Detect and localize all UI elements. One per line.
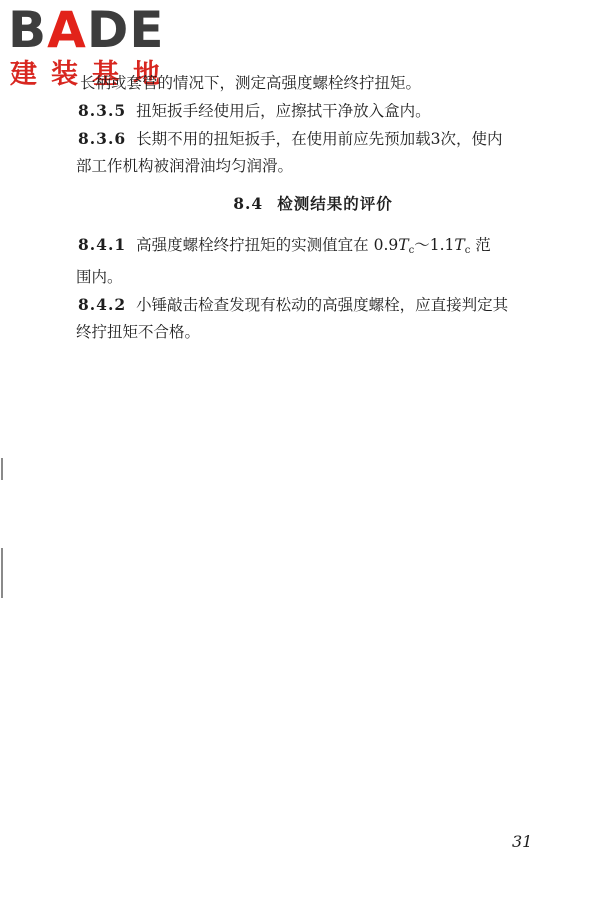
section-title-text: 检测结果的评价 xyxy=(277,194,393,213)
math-symbol-t: T xyxy=(398,236,409,254)
scan-edge-mark xyxy=(1,548,3,598)
math-subscript-c: c xyxy=(464,245,471,256)
clause-text-continued: 围内。 xyxy=(76,268,123,286)
logo-letter-a: A xyxy=(47,1,87,59)
clause-text: 小锤敲击检查发现有松动的高强度螺栓，应直接判定其 xyxy=(136,296,509,314)
clause-text: 长期不用的扭矩扳手，在使用前应先预加载3次，使内 xyxy=(136,130,503,148)
body-text xyxy=(78,70,548,346)
section-number: 8.4 xyxy=(233,194,264,213)
clause-number: 8.4.2 xyxy=(78,295,127,314)
clause-text: 高强度螺栓终拧扭矩的实测值宜在 0.9 xyxy=(136,236,399,254)
clause-text-continued: 终拧扭矩不合格。 xyxy=(76,323,201,341)
scan-edge-mark xyxy=(1,458,3,480)
section-heading xyxy=(78,190,548,217)
clause-text: 扭矩扳手经使用后，应擦拭干净放入盒内。 xyxy=(136,102,431,120)
clause-8-4-2 xyxy=(78,291,548,346)
clause-number: 8.3.5 xyxy=(78,101,127,120)
clause-8-3-5 xyxy=(78,97,548,125)
clause-number: 8.4.1 xyxy=(78,235,127,254)
paragraph-continued xyxy=(78,70,548,97)
clause-text-continued: 部工作机构被润滑油均匀润滑。 xyxy=(76,157,294,175)
logo-cjk-text: 建装基地 xyxy=(10,59,174,90)
page-number: 31 xyxy=(512,832,533,851)
logo-letters-de: DE xyxy=(86,1,165,59)
logo-letter-b: B xyxy=(8,1,48,59)
clause-text-range: ～1.1 xyxy=(414,236,455,254)
clause-text: 范 xyxy=(470,236,491,254)
clause-8-4-1 xyxy=(78,231,548,291)
math-subscript-c: c xyxy=(408,245,415,256)
clause-number: 8.3.6 xyxy=(78,129,127,148)
paragraph-text: 长柄或套管的情况下，测定高强度螺栓终拧扭矩。 xyxy=(80,74,422,92)
clause-8-3-6 xyxy=(78,125,548,180)
math-symbol-t: T xyxy=(454,236,465,254)
logo-latin-text xyxy=(8,2,165,58)
